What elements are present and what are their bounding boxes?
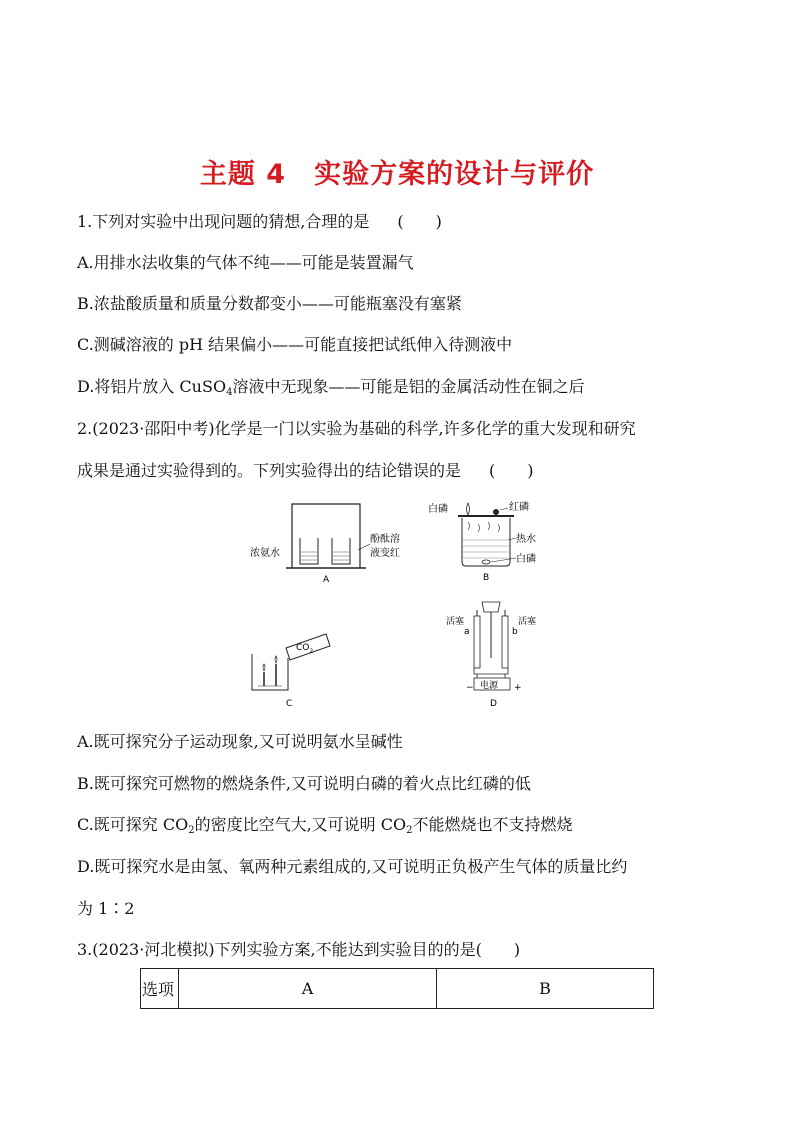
fig-a-label-phenol-1: 酚酞溶 — [370, 534, 400, 545]
fig-d-caption: D — [490, 699, 497, 709]
fig-d-tube-a: a — [464, 627, 470, 637]
q2-option-c: C.既可探究 $CO_2$的密度比空气大,又可说明 $CO_2$不能燃烧也不支持燃烧 — [77, 815, 573, 836]
q1-option-a: A.用排水法收集的气体不纯——可能是装置漏气 — [77, 253, 414, 272]
fig-c-caption: C — [286, 699, 293, 709]
fig-d-minus: − — [466, 683, 474, 693]
fig-b-label-white-p: 白磷 — [428, 504, 448, 515]
fig-b-label-hot-water: 热水 — [516, 534, 536, 545]
q1-stem-text: 1.下列对实验中出现问题的猜想,合理的是 — [77, 212, 370, 231]
q2-option-a: A.既可探究分子运动现象,又可说明氨水呈碱性 — [77, 732, 403, 751]
figure-d-electrolysis — [446, 598, 556, 712]
q1-answer-paren: ( ) — [397, 212, 442, 231]
fig-a-label-ammonia: 浓氨水 — [250, 548, 280, 559]
fig-d-power-label: 电源 — [480, 681, 499, 691]
q2-answer-paren: ( ) — [489, 461, 534, 480]
q3-answer-paren: ( ) — [475, 940, 521, 959]
figure-b-combustion — [428, 496, 548, 586]
fig-a-label-phenol-2: 液变红 — [370, 548, 400, 559]
fig-d-tube-b: b — [512, 627, 518, 637]
q2-option-b: B.既可探究可燃物的燃烧条件,又可说明白磷的着火点比红磷的低 — [77, 774, 531, 793]
fig-b-label-white-p-bottom: 白磷 — [516, 554, 536, 565]
q2-option-d-line1: D.既可探究水是由氢、氧两种元素组成的,又可说明正负极产生气体的质量比约 — [77, 857, 628, 876]
figure-a-ammonia-diffusion — [250, 498, 410, 590]
fig-d-valve-left: 活塞 — [446, 617, 465, 627]
q3-stem: 3.(2023·河北模拟)下列实验方案,不能达到实验目的的是( ) — [77, 940, 521, 959]
table-header-b: B — [437, 969, 654, 1009]
table-row — [141, 969, 654, 1009]
fig-b-label-red-p: 红磷 — [509, 502, 529, 513]
fig-d-valve-right: 活塞 — [518, 617, 537, 627]
table-header-a: A — [179, 969, 437, 1009]
fig-d-plus: + — [514, 683, 522, 693]
q2-stem-line1: 2.(2023·邵阳中考)化学是一门以实验为基础的科学,许多化学的重大发现和研究 — [77, 419, 636, 438]
fig-c-gas-label: $CO_2$ — [296, 643, 314, 655]
q1-option-b: B.浓盐酸质量和质量分数都变小——可能瓶塞没有塞紧 — [77, 294, 462, 313]
q1-option-d: D.将铝片放入 CuSO$_4$溶液中无现象——可能是铝的金属活动性在铜之后 — [77, 377, 585, 398]
fig-b-caption: B — [483, 573, 490, 583]
q1-option-c: C.测碱溶液的 pH 结果偏小——可能直接把试纸伸入待测液中 — [77, 335, 513, 354]
table-header-option: 选项 — [141, 969, 179, 1009]
q2-stem-line2: 成果是通过实验得到的。下列实验得出的结论错误的是 ( ) — [77, 461, 534, 480]
q3-options-table — [140, 968, 654, 1009]
fig-a-caption: A — [323, 575, 330, 585]
page-title: 主题 4 实验方案的设计与评价 — [199, 159, 595, 190]
q1-stem — [77, 211, 442, 233]
figure-c-co2-candles — [244, 620, 344, 712]
q2-option-d-line2: 为 1∶2 — [77, 899, 135, 918]
